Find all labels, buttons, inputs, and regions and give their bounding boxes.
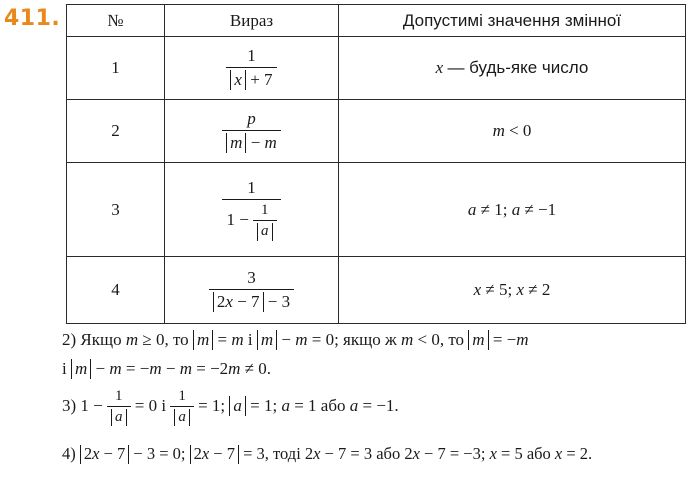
- denominator: 2x − 7 − 3: [209, 289, 294, 312]
- row-number: 3: [67, 163, 165, 257]
- row-expression: [165, 163, 339, 257]
- numerator: 3: [247, 268, 256, 287]
- row-condition: x ≠ 5; x ≠ 2: [339, 257, 686, 324]
- denominator: x + 7: [226, 67, 276, 90]
- fraction: [226, 46, 276, 90]
- answer-table: [66, 4, 686, 324]
- row-condition: x — будь-яке число: [339, 37, 686, 100]
- exercise-number: 411.: [4, 6, 61, 31]
- fraction: [222, 178, 280, 240]
- table-header-row: [67, 5, 686, 37]
- row-expression: [165, 257, 339, 324]
- fraction: [222, 109, 281, 153]
- row-condition: a ≠ 1; a ≠ −1: [339, 163, 686, 257]
- header-number: №: [67, 5, 165, 37]
- header-expression: Вираз: [165, 5, 339, 37]
- fraction: [209, 268, 294, 312]
- numerator: p: [247, 109, 256, 128]
- solution-2-line-2: і m − m = −m − m = −2m ≠ 0.: [62, 359, 272, 378]
- row-expression: [165, 100, 339, 163]
- row-expression: [165, 37, 339, 100]
- row-number: 4: [67, 257, 165, 324]
- denominator: 1 − $\frac{1}{a}$: [222, 199, 280, 240]
- solution-2-line-1: 2) Якщо m ≥ 0, то m = m і m − m = 0; якщо ж m < 0, то m = −m: [62, 330, 529, 349]
- solution-4: 4) 2x − 7 − 3 = 0; 2x − 7 = 3, тоді 2x − 7 = 3 або 2x − 7 = −3; x = 5 або x = 2.: [62, 444, 593, 463]
- header-condition: Допустимі значення змінної: [339, 5, 686, 37]
- numerator: 1: [247, 46, 256, 65]
- table-row: [67, 163, 686, 257]
- solution-3: 3) 1 − $\frac{1}{a}$ = 0 і $\frac{1}{a}$ = 1; a = 1; a = 1 або a = −1.: [62, 388, 399, 425]
- row-condition: m < 0: [339, 100, 686, 163]
- denominator: m − m: [222, 130, 281, 153]
- table-row: [67, 37, 686, 100]
- table-row: [67, 100, 686, 163]
- numerator: 1: [247, 178, 256, 198]
- row-number: 2: [67, 100, 165, 163]
- row-number: 1: [67, 37, 165, 100]
- table-row: [67, 257, 686, 324]
